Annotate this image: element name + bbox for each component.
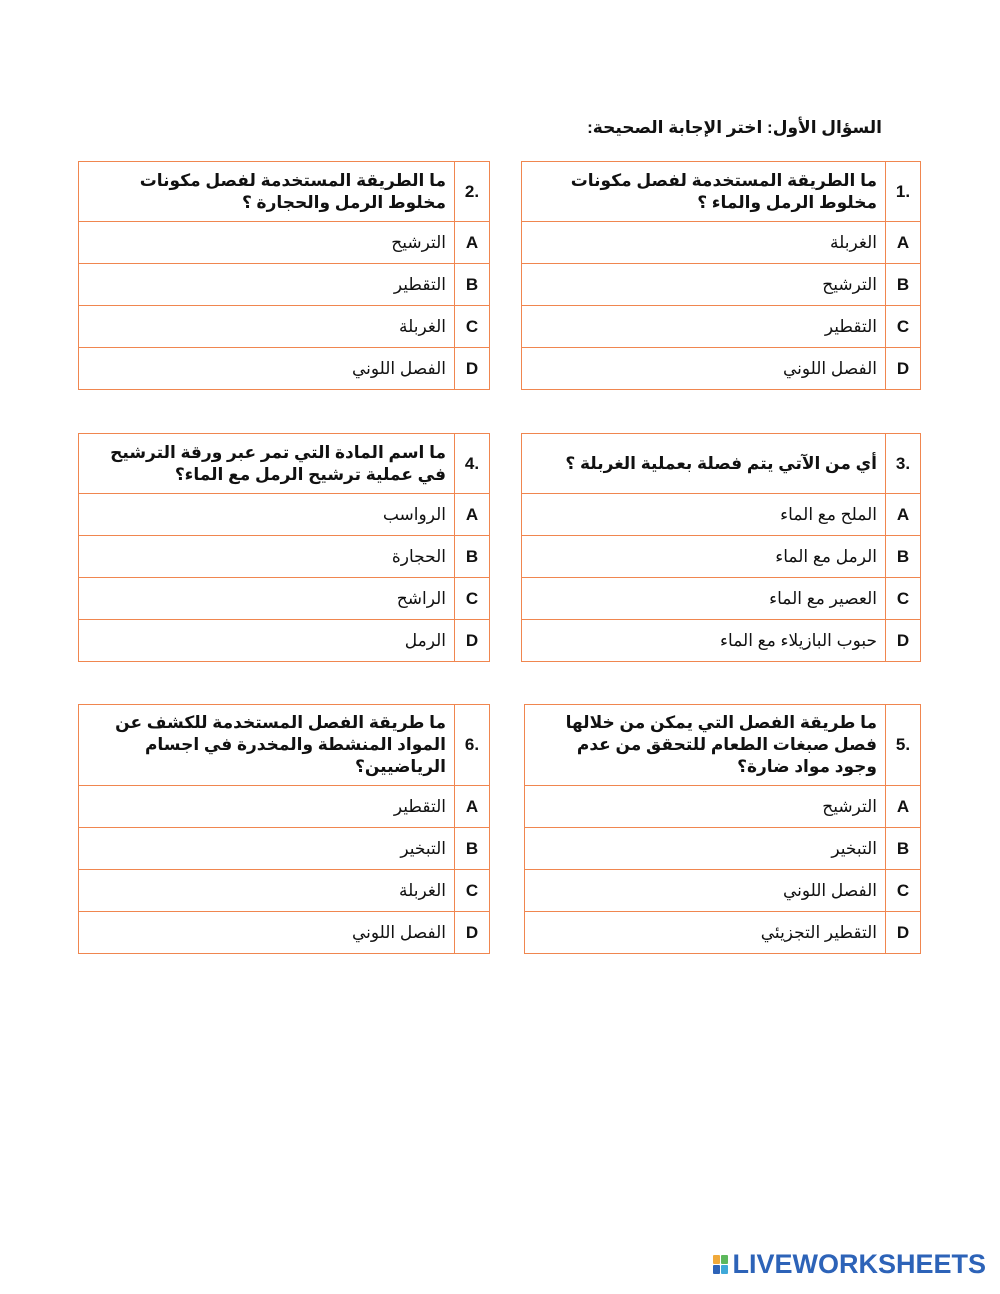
question-number: 4. [455, 434, 490, 494]
option-letter: D [886, 912, 921, 954]
option-letter: A [455, 786, 490, 828]
question-3-table [521, 433, 921, 662]
option-letter: A [886, 786, 921, 828]
liveworksheets-brand[interactable] [713, 1249, 986, 1280]
option-letter: B [886, 536, 921, 578]
question-5-table [524, 704, 921, 954]
question-number: 1. [886, 162, 921, 222]
option-letter: B [455, 536, 490, 578]
answer-option[interactable] [522, 222, 921, 264]
option-text[interactable]: الحجارة [79, 536, 455, 578]
question-number: 6. [455, 705, 490, 786]
answer-option[interactable] [79, 620, 490, 662]
question-text: أي من الآتي يتم فصلة بعملية الغربلة ؟ [522, 434, 886, 494]
question-6-table [78, 704, 490, 954]
option-letter: D [886, 348, 921, 390]
option-text[interactable]: الغربلة [522, 222, 886, 264]
option-letter: B [455, 828, 490, 870]
option-text[interactable]: التبخير [79, 828, 455, 870]
section-heading: السؤال الأول: اختر الإجابة الصحيحة: [587, 118, 882, 137]
answer-option[interactable] [522, 494, 921, 536]
option-letter: C [886, 306, 921, 348]
answer-option[interactable] [525, 870, 921, 912]
option-letter: D [886, 620, 921, 662]
option-text[interactable]: الفصل اللوني [525, 870, 886, 912]
option-letter: A [455, 494, 490, 536]
option-text[interactable]: الترشيح [522, 264, 886, 306]
question-number: 2. [455, 162, 490, 222]
liveworksheets-logo-icon [713, 1255, 728, 1274]
answer-option[interactable] [522, 264, 921, 306]
answer-option[interactable] [522, 620, 921, 662]
brand-name: LIVEWORKSHEETS [732, 1249, 986, 1279]
answer-option[interactable] [522, 348, 921, 390]
option-text[interactable]: التقطير التجزيئي [525, 912, 886, 954]
option-text[interactable]: حبوب البازيلاء مع الماء [522, 620, 886, 662]
answer-option[interactable] [79, 912, 490, 954]
question-number: 3. [886, 434, 921, 494]
question-text: ما طريقة الفصل المستخدمة للكشف عن المواد المنشطة والمخدرة في اجسام الرياضيين؟ [79, 705, 455, 786]
answer-option[interactable] [79, 536, 490, 578]
answer-option[interactable] [79, 264, 490, 306]
answer-option[interactable] [79, 348, 490, 390]
option-letter: B [886, 828, 921, 870]
option-text[interactable]: الغربلة [79, 870, 455, 912]
question-text: ما اسم المادة التي تمر عبر ورقة الترشيح في عملية ترشيح الرمل مع الماء؟ [79, 434, 455, 494]
option-letter: D [455, 912, 490, 954]
option-letter: C [455, 306, 490, 348]
question-text: ما الطريقة المستخدمة لفصل مكونات مخلوط الرمل والحجارة ؟ [79, 162, 455, 222]
answer-option[interactable] [79, 786, 490, 828]
option-text[interactable]: التقطير [79, 786, 455, 828]
option-letter: C [886, 578, 921, 620]
option-letter: B [886, 264, 921, 306]
option-text[interactable]: الرمل [79, 620, 455, 662]
option-text[interactable]: الترشيح [79, 222, 455, 264]
question-1-table [521, 161, 921, 390]
option-text[interactable]: التقطير [522, 306, 886, 348]
question-text: ما طريقة الفصل التي يمكن من خلالها فصل صبغات الطعام للتحقق من عدم وجود مواد ضارة؟ [525, 705, 886, 786]
answer-option[interactable] [525, 786, 921, 828]
option-text[interactable]: الترشيح [525, 786, 886, 828]
answer-option[interactable] [79, 828, 490, 870]
option-letter: C [455, 578, 490, 620]
answer-option[interactable] [79, 306, 490, 348]
answer-option[interactable] [525, 828, 921, 870]
option-text[interactable]: التقطير [79, 264, 455, 306]
option-letter: C [886, 870, 921, 912]
option-letter: B [455, 264, 490, 306]
question-text: ما الطريقة المستخدمة لفصل مكونات مخلوط الرمل والماء ؟ [522, 162, 886, 222]
answer-option[interactable] [522, 578, 921, 620]
option-letter: A [886, 494, 921, 536]
option-text[interactable]: الفصل اللوني [79, 912, 455, 954]
answer-option[interactable] [79, 578, 490, 620]
option-text[interactable]: الراشح [79, 578, 455, 620]
option-text[interactable]: التبخير [525, 828, 886, 870]
option-text[interactable]: الفصل اللوني [522, 348, 886, 390]
answer-option[interactable] [522, 536, 921, 578]
question-number: 5. [886, 705, 921, 786]
answer-option[interactable] [79, 494, 490, 536]
option-text[interactable]: الفصل اللوني [79, 348, 455, 390]
option-text[interactable]: الغربلة [79, 306, 455, 348]
option-letter: A [886, 222, 921, 264]
option-text[interactable]: الرواسب [79, 494, 455, 536]
question-2-table [78, 161, 490, 390]
answer-option[interactable] [79, 222, 490, 264]
option-letter: D [455, 620, 490, 662]
option-text[interactable]: الرمل مع الماء [522, 536, 886, 578]
option-letter: A [455, 222, 490, 264]
answer-option[interactable] [522, 306, 921, 348]
option-text[interactable]: الملح مع الماء [522, 494, 886, 536]
option-letter: D [455, 348, 490, 390]
answer-option[interactable] [79, 870, 490, 912]
option-letter: C [455, 870, 490, 912]
question-4-table [78, 433, 490, 662]
option-text[interactable]: العصير مع الماء [522, 578, 886, 620]
answer-option[interactable] [525, 912, 921, 954]
